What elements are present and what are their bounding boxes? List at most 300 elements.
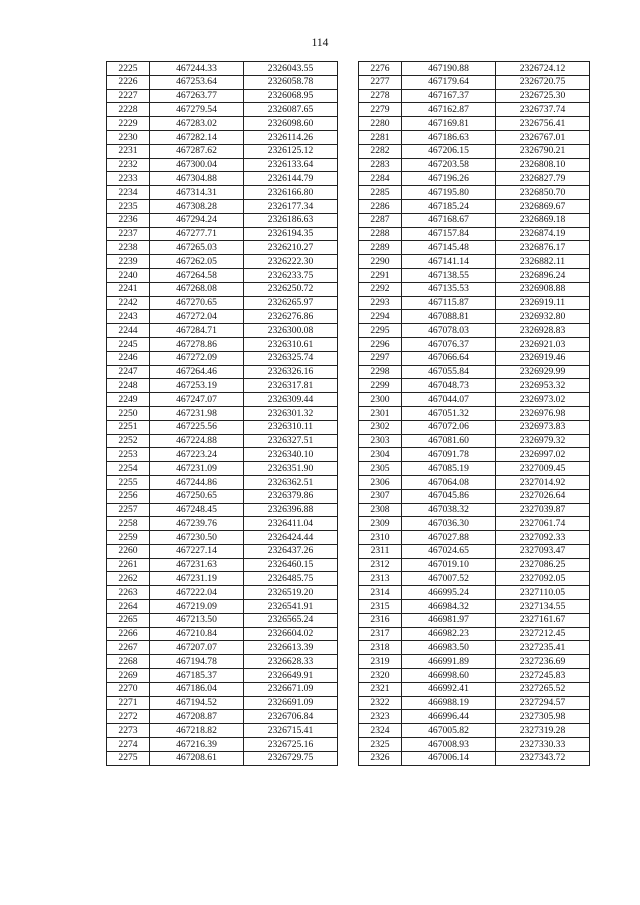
point-number-cell: 2241 <box>107 282 150 296</box>
y-coordinate-cell: 2326114.26 <box>244 130 338 144</box>
x-coordinate-cell: 467157.84 <box>402 227 496 241</box>
x-coordinate-cell: 467138.55 <box>402 268 496 282</box>
point-number-cell: 2293 <box>359 296 402 310</box>
x-coordinate-cell: 467277.71 <box>150 227 244 241</box>
x-coordinate-cell: 466998.60 <box>402 669 496 683</box>
table-row <box>107 103 338 117</box>
x-coordinate-cell: 467085.19 <box>402 462 496 476</box>
x-coordinate-cell: 467287.62 <box>150 144 244 158</box>
table-row <box>359 62 590 76</box>
table-row <box>107 379 338 393</box>
table-row <box>107 586 338 600</box>
y-coordinate-cell: 2326310.61 <box>244 337 338 351</box>
point-number-cell: 2271 <box>107 696 150 710</box>
point-number-cell: 2292 <box>359 282 402 296</box>
point-number-cell: 2244 <box>107 324 150 338</box>
table-row <box>359 365 590 379</box>
y-coordinate-cell: 2327086.25 <box>496 558 590 572</box>
point-number-cell: 2315 <box>359 600 402 614</box>
point-number-cell: 2226 <box>107 75 150 89</box>
coordinates-table-right <box>358 61 590 766</box>
table-row <box>359 393 590 407</box>
point-number-cell: 2290 <box>359 255 402 269</box>
table-row <box>359 462 590 476</box>
y-coordinate-cell: 2326460.15 <box>244 558 338 572</box>
x-coordinate-cell: 467227.14 <box>150 544 244 558</box>
table-row <box>359 227 590 241</box>
y-coordinate-cell: 2326715.41 <box>244 724 338 738</box>
y-coordinate-cell: 2326882.11 <box>496 255 590 269</box>
y-coordinate-cell: 2326756.41 <box>496 117 590 131</box>
point-number-cell: 2256 <box>107 489 150 503</box>
table-row <box>359 75 590 89</box>
x-coordinate-cell: 467308.28 <box>150 199 244 213</box>
point-number-cell: 2273 <box>107 724 150 738</box>
x-coordinate-cell: 467253.19 <box>150 379 244 393</box>
table-row <box>359 613 590 627</box>
y-coordinate-cell: 2326720.75 <box>496 75 590 89</box>
x-coordinate-cell: 467195.80 <box>402 186 496 200</box>
point-number-cell: 2264 <box>107 600 150 614</box>
y-coordinate-cell: 2326326.16 <box>244 365 338 379</box>
y-coordinate-cell: 2327026.64 <box>496 489 590 503</box>
y-coordinate-cell: 2326628.33 <box>244 655 338 669</box>
y-coordinate-cell: 2326043.55 <box>244 62 338 76</box>
y-coordinate-cell: 2326706.84 <box>244 710 338 724</box>
x-coordinate-cell: 467194.78 <box>150 655 244 669</box>
y-coordinate-cell: 2326424.44 <box>244 531 338 545</box>
x-coordinate-cell: 467186.63 <box>402 130 496 144</box>
point-number-cell: 2279 <box>359 103 402 117</box>
table-row <box>107 682 338 696</box>
x-coordinate-cell: 467076.37 <box>402 337 496 351</box>
point-number-cell: 2260 <box>107 544 150 558</box>
table-row <box>359 310 590 324</box>
point-number-cell: 2248 <box>107 379 150 393</box>
table-row <box>359 655 590 669</box>
table-row <box>359 117 590 131</box>
table-row <box>107 517 338 531</box>
table-row <box>107 503 338 517</box>
y-coordinate-cell: 2326919.11 <box>496 296 590 310</box>
y-coordinate-cell: 2327343.72 <box>496 751 590 765</box>
table-row <box>107 475 338 489</box>
table-row <box>359 89 590 103</box>
table-row <box>107 89 338 103</box>
point-number-cell: 2227 <box>107 89 150 103</box>
table-row <box>107 420 338 434</box>
table-row <box>359 572 590 586</box>
point-number-cell: 2278 <box>359 89 402 103</box>
y-coordinate-cell: 2326869.67 <box>496 199 590 213</box>
point-number-cell: 2307 <box>359 489 402 503</box>
point-number-cell: 2319 <box>359 655 402 669</box>
x-coordinate-cell: 467253.64 <box>150 75 244 89</box>
x-coordinate-cell: 467190.88 <box>402 62 496 76</box>
point-number-cell: 2326 <box>359 751 402 765</box>
table-row <box>107 365 338 379</box>
y-coordinate-cell: 2326737.74 <box>496 103 590 117</box>
x-coordinate-cell: 467216.39 <box>150 738 244 752</box>
x-coordinate-cell: 467203.58 <box>402 158 496 172</box>
x-coordinate-cell: 467247.07 <box>150 393 244 407</box>
y-coordinate-cell: 2327093.47 <box>496 544 590 558</box>
table-row <box>359 448 590 462</box>
x-coordinate-cell: 466981.97 <box>402 613 496 627</box>
point-number-cell: 2234 <box>107 186 150 200</box>
point-number-cell: 2321 <box>359 682 402 696</box>
table-row <box>107 600 338 614</box>
table-row <box>107 751 338 765</box>
x-coordinate-cell: 466991.89 <box>402 655 496 669</box>
y-coordinate-cell: 2326919.46 <box>496 351 590 365</box>
x-coordinate-cell: 467223.24 <box>150 448 244 462</box>
point-number-cell: 2317 <box>359 627 402 641</box>
point-number-cell: 2268 <box>107 655 150 669</box>
table-row <box>107 351 338 365</box>
y-coordinate-cell: 2326876.17 <box>496 241 590 255</box>
y-coordinate-cell: 2327061.74 <box>496 517 590 531</box>
point-number-cell: 2228 <box>107 103 150 117</box>
point-number-cell: 2303 <box>359 434 402 448</box>
table-row <box>107 310 338 324</box>
x-coordinate-cell: 467135.53 <box>402 282 496 296</box>
x-coordinate-cell: 467167.37 <box>402 89 496 103</box>
y-coordinate-cell: 2327161.67 <box>496 613 590 627</box>
point-number-cell: 2281 <box>359 130 402 144</box>
point-number-cell: 2305 <box>359 462 402 476</box>
x-coordinate-cell: 467244.86 <box>150 475 244 489</box>
y-coordinate-cell: 2326850.70 <box>496 186 590 200</box>
point-number-cell: 2240 <box>107 268 150 282</box>
table-row <box>359 255 590 269</box>
table-row <box>107 296 338 310</box>
x-coordinate-cell: 467231.63 <box>150 558 244 572</box>
x-coordinate-cell: 467007.52 <box>402 572 496 586</box>
table-row <box>359 337 590 351</box>
table-row <box>359 199 590 213</box>
x-coordinate-cell: 467265.03 <box>150 241 244 255</box>
table-row <box>359 475 590 489</box>
table-row <box>107 144 338 158</box>
y-coordinate-cell: 2327319.28 <box>496 724 590 738</box>
y-coordinate-cell: 2326932.80 <box>496 310 590 324</box>
table-row <box>107 241 338 255</box>
table-row <box>359 489 590 503</box>
point-number-cell: 2322 <box>359 696 402 710</box>
x-coordinate-cell: 467300.04 <box>150 158 244 172</box>
x-coordinate-cell: 467027.88 <box>402 531 496 545</box>
point-number-cell: 2262 <box>107 572 150 586</box>
point-number-cell: 2294 <box>359 310 402 324</box>
x-coordinate-cell: 467048.73 <box>402 379 496 393</box>
table-row <box>359 324 590 338</box>
point-number-cell: 2316 <box>359 613 402 627</box>
x-coordinate-cell: 466988.19 <box>402 696 496 710</box>
point-number-cell: 2275 <box>107 751 150 765</box>
point-number-cell: 2306 <box>359 475 402 489</box>
x-coordinate-cell: 467169.81 <box>402 117 496 131</box>
x-coordinate-cell: 467272.04 <box>150 310 244 324</box>
x-coordinate-cell: 467272.09 <box>150 351 244 365</box>
y-coordinate-cell: 2326565.24 <box>244 613 338 627</box>
point-number-cell: 2251 <box>107 420 150 434</box>
table-row <box>359 682 590 696</box>
y-coordinate-cell: 2327236.69 <box>496 655 590 669</box>
y-coordinate-cell: 2326953.32 <box>496 379 590 393</box>
x-coordinate-cell: 467231.19 <box>150 572 244 586</box>
table-row <box>107 199 338 213</box>
point-number-cell: 2263 <box>107 586 150 600</box>
y-coordinate-cell: 2326921.03 <box>496 337 590 351</box>
y-coordinate-cell: 2327134.55 <box>496 600 590 614</box>
x-coordinate-cell: 467284.71 <box>150 324 244 338</box>
point-number-cell: 2230 <box>107 130 150 144</box>
point-number-cell: 2323 <box>359 710 402 724</box>
y-coordinate-cell: 2326309.44 <box>244 393 338 407</box>
point-number-cell: 2249 <box>107 393 150 407</box>
x-coordinate-cell: 467185.37 <box>150 669 244 683</box>
x-coordinate-cell: 467141.14 <box>402 255 496 269</box>
y-coordinate-cell: 2326379.86 <box>244 489 338 503</box>
y-coordinate-cell: 2327294.57 <box>496 696 590 710</box>
x-coordinate-cell: 467294.24 <box>150 213 244 227</box>
table-row <box>107 324 338 338</box>
page-number: 114 <box>311 37 329 49</box>
table-row <box>359 669 590 683</box>
x-coordinate-cell: 467239.76 <box>150 517 244 531</box>
x-coordinate-cell: 467270.65 <box>150 296 244 310</box>
y-coordinate-cell: 2326729.75 <box>244 751 338 765</box>
point-number-cell: 2283 <box>359 158 402 172</box>
y-coordinate-cell: 2326177.34 <box>244 199 338 213</box>
point-number-cell: 2299 <box>359 379 402 393</box>
point-number-cell: 2310 <box>359 531 402 545</box>
table-row <box>107 186 338 200</box>
y-coordinate-cell: 2326166.80 <box>244 186 338 200</box>
y-coordinate-cell: 2326300.08 <box>244 324 338 338</box>
point-number-cell: 2269 <box>107 669 150 683</box>
point-number-cell: 2314 <box>359 586 402 600</box>
y-coordinate-cell: 2326725.16 <box>244 738 338 752</box>
table-row <box>359 641 590 655</box>
point-number-cell: 2255 <box>107 475 150 489</box>
x-coordinate-cell: 467282.14 <box>150 130 244 144</box>
x-coordinate-cell: 467230.50 <box>150 531 244 545</box>
table-row <box>107 738 338 752</box>
point-number-cell: 2285 <box>359 186 402 200</box>
x-coordinate-cell: 467231.09 <box>150 462 244 476</box>
y-coordinate-cell: 2326976.98 <box>496 406 590 420</box>
point-number-cell: 2245 <box>107 337 150 351</box>
table-row <box>359 282 590 296</box>
table-row <box>107 255 338 269</box>
table-row <box>107 448 338 462</box>
table-row <box>359 434 590 448</box>
x-coordinate-cell: 466984.32 <box>402 600 496 614</box>
point-number-cell: 2313 <box>359 572 402 586</box>
point-number-cell: 2284 <box>359 172 402 186</box>
y-coordinate-cell: 2326133.64 <box>244 158 338 172</box>
y-coordinate-cell: 2327235.41 <box>496 641 590 655</box>
table-row <box>359 406 590 420</box>
point-number-cell: 2265 <box>107 613 150 627</box>
table-row <box>107 406 338 420</box>
x-coordinate-cell: 467168.67 <box>402 213 496 227</box>
y-coordinate-cell: 2326790.21 <box>496 144 590 158</box>
x-coordinate-cell: 467081.60 <box>402 434 496 448</box>
table-row <box>107 696 338 710</box>
point-number-cell: 2246 <box>107 351 150 365</box>
y-coordinate-cell: 2326250.72 <box>244 282 338 296</box>
table-row <box>359 558 590 572</box>
point-number-cell: 2325 <box>359 738 402 752</box>
x-coordinate-cell: 467207.07 <box>150 641 244 655</box>
table-row <box>107 572 338 586</box>
point-number-cell: 2236 <box>107 213 150 227</box>
x-coordinate-cell: 467278.86 <box>150 337 244 351</box>
point-number-cell: 2243 <box>107 310 150 324</box>
y-coordinate-cell: 2326327.51 <box>244 434 338 448</box>
y-coordinate-cell: 2326301.32 <box>244 406 338 420</box>
y-coordinate-cell: 2326649.91 <box>244 669 338 683</box>
point-number-cell: 2257 <box>107 503 150 517</box>
y-coordinate-cell: 2327110.05 <box>496 586 590 600</box>
table-row <box>107 724 338 738</box>
point-number-cell: 2289 <box>359 241 402 255</box>
x-coordinate-cell: 467038.32 <box>402 503 496 517</box>
point-number-cell: 2254 <box>107 462 150 476</box>
table-row <box>107 544 338 558</box>
point-number-cell: 2232 <box>107 158 150 172</box>
point-number-cell: 2267 <box>107 641 150 655</box>
point-number-cell: 2231 <box>107 144 150 158</box>
x-coordinate-cell: 467314.31 <box>150 186 244 200</box>
y-coordinate-cell: 2326058.78 <box>244 75 338 89</box>
x-coordinate-cell: 467248.45 <box>150 503 244 517</box>
y-coordinate-cell: 2326265.97 <box>244 296 338 310</box>
y-coordinate-cell: 2326186.63 <box>244 213 338 227</box>
point-number-cell: 2242 <box>107 296 150 310</box>
point-number-cell: 2304 <box>359 448 402 462</box>
table-row <box>359 751 590 765</box>
x-coordinate-cell: 466983.50 <box>402 641 496 655</box>
table-row <box>359 130 590 144</box>
table-row <box>359 420 590 434</box>
y-coordinate-cell: 2326874.19 <box>496 227 590 241</box>
point-number-cell: 2312 <box>359 558 402 572</box>
x-coordinate-cell: 467005.82 <box>402 724 496 738</box>
y-coordinate-cell: 2326896.24 <box>496 268 590 282</box>
point-number-cell: 2266 <box>107 627 150 641</box>
x-coordinate-cell: 467304.88 <box>150 172 244 186</box>
table-row <box>359 503 590 517</box>
x-coordinate-cell: 466992.41 <box>402 682 496 696</box>
x-coordinate-cell: 467213.50 <box>150 613 244 627</box>
table-row <box>107 282 338 296</box>
y-coordinate-cell: 2326068.95 <box>244 89 338 103</box>
y-coordinate-cell: 2326725.30 <box>496 89 590 103</box>
y-coordinate-cell: 2327092.05 <box>496 572 590 586</box>
x-coordinate-cell: 466982.23 <box>402 627 496 641</box>
table-row <box>107 710 338 724</box>
x-coordinate-cell: 467045.86 <box>402 489 496 503</box>
x-coordinate-cell: 467196.26 <box>402 172 496 186</box>
table-row <box>359 241 590 255</box>
y-coordinate-cell: 2326437.26 <box>244 544 338 558</box>
point-number-cell: 2239 <box>107 255 150 269</box>
x-coordinate-cell: 467219.09 <box>150 600 244 614</box>
point-number-cell: 2259 <box>107 531 150 545</box>
point-number-cell: 2261 <box>107 558 150 572</box>
table-row <box>359 696 590 710</box>
y-coordinate-cell: 2326310.11 <box>244 420 338 434</box>
y-coordinate-cell: 2326087.65 <box>244 103 338 117</box>
point-number-cell: 2237 <box>107 227 150 241</box>
y-coordinate-cell: 2326908.88 <box>496 282 590 296</box>
y-coordinate-cell: 2326098.60 <box>244 117 338 131</box>
x-coordinate-cell: 467115.87 <box>402 296 496 310</box>
y-coordinate-cell: 2326233.75 <box>244 268 338 282</box>
table-row <box>107 655 338 669</box>
y-coordinate-cell: 2326210.27 <box>244 241 338 255</box>
y-coordinate-cell: 2327245.83 <box>496 669 590 683</box>
table-row <box>359 103 590 117</box>
point-number-cell: 2308 <box>359 503 402 517</box>
table-row <box>359 268 590 282</box>
point-number-cell: 2247 <box>107 365 150 379</box>
y-coordinate-cell: 2326362.51 <box>244 475 338 489</box>
point-number-cell: 2229 <box>107 117 150 131</box>
table-row <box>107 158 338 172</box>
y-coordinate-cell: 2326396.88 <box>244 503 338 517</box>
table-row <box>359 724 590 738</box>
table-row <box>107 62 338 76</box>
x-coordinate-cell: 467264.46 <box>150 365 244 379</box>
point-number-cell: 2320 <box>359 669 402 683</box>
x-coordinate-cell: 467019.10 <box>402 558 496 572</box>
y-coordinate-cell: 2327092.33 <box>496 531 590 545</box>
point-number-cell: 2302 <box>359 420 402 434</box>
x-coordinate-cell: 467208.61 <box>150 751 244 765</box>
table-row <box>359 544 590 558</box>
table-row <box>107 130 338 144</box>
y-coordinate-cell: 2326767.01 <box>496 130 590 144</box>
x-coordinate-cell: 467206.15 <box>402 144 496 158</box>
point-number-cell: 2280 <box>359 117 402 131</box>
x-coordinate-cell: 467186.04 <box>150 682 244 696</box>
table-row <box>107 627 338 641</box>
x-coordinate-cell: 467064.08 <box>402 475 496 489</box>
y-coordinate-cell: 2327265.52 <box>496 682 590 696</box>
table-row <box>107 117 338 131</box>
point-number-cell: 2238 <box>107 241 150 255</box>
x-coordinate-cell: 467262.05 <box>150 255 244 269</box>
table-row <box>359 158 590 172</box>
y-coordinate-cell: 2327305.98 <box>496 710 590 724</box>
table-row <box>359 351 590 365</box>
x-coordinate-cell: 467208.87 <box>150 710 244 724</box>
point-number-cell: 2291 <box>359 268 402 282</box>
table-row <box>359 144 590 158</box>
x-coordinate-cell: 467185.24 <box>402 199 496 213</box>
table-row <box>107 172 338 186</box>
point-number-cell: 2258 <box>107 517 150 531</box>
x-coordinate-cell: 467088.81 <box>402 310 496 324</box>
y-coordinate-cell: 2326604.02 <box>244 627 338 641</box>
point-number-cell: 2272 <box>107 710 150 724</box>
table-row <box>107 462 338 476</box>
